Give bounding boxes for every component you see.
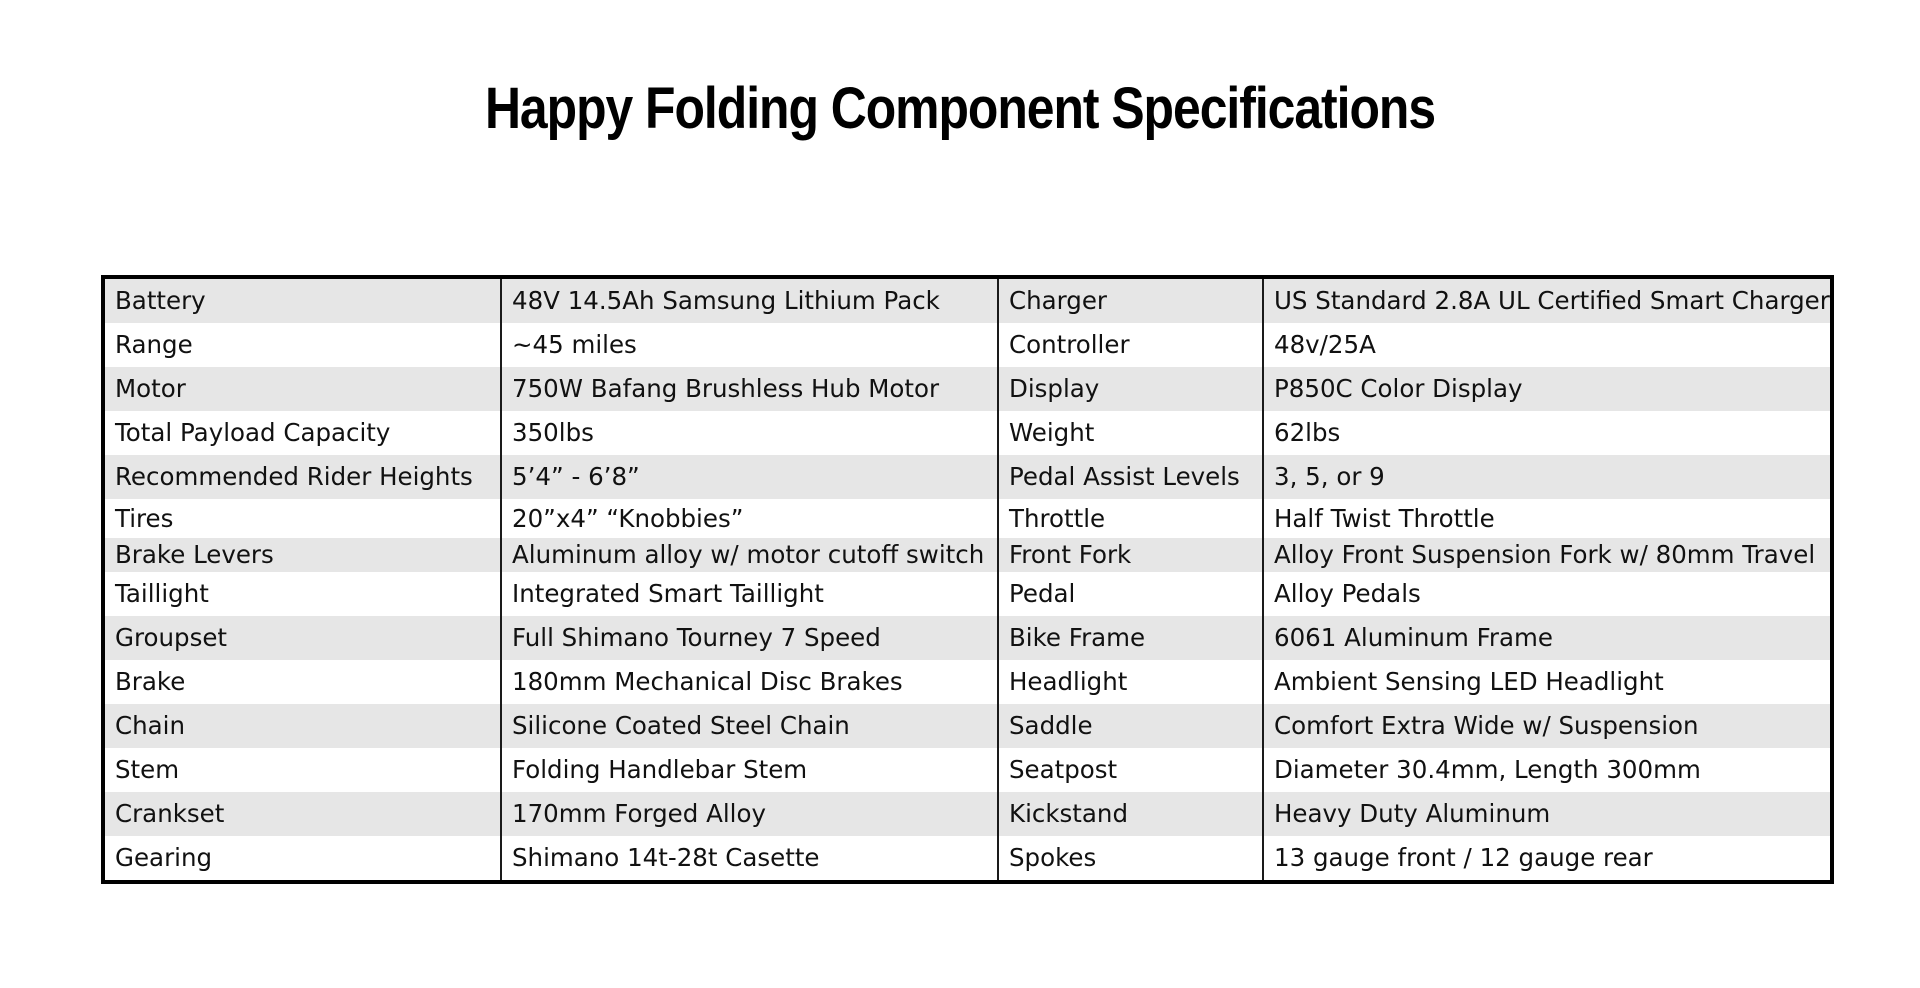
spec-value: 20”x4” “Knobbies” xyxy=(501,499,998,538)
spec-label: Spokes xyxy=(998,836,1263,882)
spec-value: Aluminum alloy w/ motor cutoff switch xyxy=(501,538,998,572)
spec-label: Brake xyxy=(115,667,186,696)
spec-label: Groupset xyxy=(103,616,501,660)
table-row xyxy=(103,572,1832,616)
spec-label: Weight xyxy=(998,411,1263,455)
table-row xyxy=(103,704,1832,748)
spec-label: Charger xyxy=(998,277,1263,323)
spec-label: Brake Levers xyxy=(103,538,501,572)
spec-label: Throttle xyxy=(998,499,1263,538)
table-row xyxy=(103,323,1832,367)
spec-value: 170mm Forged Alloy xyxy=(501,792,998,836)
table-row xyxy=(103,616,1832,660)
table-row xyxy=(103,538,1832,572)
spec-label: Crankset xyxy=(103,792,501,836)
spec-value: Full Shimano Tourney 7 Speed xyxy=(501,616,998,660)
spec-value: Integrated Smart Taillight xyxy=(501,572,998,616)
spec-label: Front Fork xyxy=(998,538,1263,572)
spec-value: 62lbs xyxy=(1263,411,1832,455)
spec-value: Ambient Sensing LED Headlight xyxy=(1263,660,1832,704)
table-row xyxy=(103,792,1832,836)
spec-label: Gearing xyxy=(115,843,213,872)
spec-label: Total Payload Capacity xyxy=(115,418,391,447)
spec-value: Shimano 14t-28t Casette xyxy=(501,836,998,882)
table-row xyxy=(103,748,1832,792)
spec-value: Comfort Extra Wide w/ Suspension xyxy=(1263,704,1832,748)
table-row xyxy=(103,499,1832,538)
spec-label: Pedal xyxy=(998,572,1263,616)
page-title: Happy Folding Component Specifications xyxy=(484,76,1436,141)
spec-value: Half Twist Throttle xyxy=(1263,499,1832,538)
spec-label: Taillight xyxy=(115,579,209,608)
spec-value: ~45 miles xyxy=(501,323,998,367)
table-row xyxy=(103,455,1832,499)
spec-label: Display xyxy=(998,367,1263,411)
spec-label: Saddle xyxy=(998,704,1263,748)
spec-value: P850C Color Display xyxy=(1263,367,1832,411)
spec-label: Kickstand xyxy=(998,792,1263,836)
table-row xyxy=(103,277,1832,323)
spec-value: 5’4” - 6’8” xyxy=(501,455,998,499)
spec-label: Controller xyxy=(998,323,1263,367)
table-row xyxy=(103,411,1832,455)
spec-value: Folding Handlebar Stem xyxy=(501,748,998,792)
spec-value: 3, 5, or 9 xyxy=(1263,455,1832,499)
spec-value: 180mm Mechanical Disc Brakes xyxy=(501,660,998,704)
spec-label: Motor xyxy=(103,367,501,411)
spec-value: Diameter 30.4mm, Length 300mm xyxy=(1263,748,1832,792)
spec-label: Seatpost xyxy=(998,748,1263,792)
spec-value: Heavy Duty Aluminum xyxy=(1263,792,1832,836)
table-row xyxy=(103,660,1832,704)
table-row xyxy=(103,367,1832,411)
spec-value: 48v/25A xyxy=(1263,323,1832,367)
spec-value: Alloy Pedals xyxy=(1263,572,1832,616)
spec-label: Tires xyxy=(115,504,174,533)
spec-value: US Standard 2.8A UL Certified Smart Charger xyxy=(1263,277,1832,323)
spec-value: 48V 14.5Ah Samsung Lithium Pack xyxy=(501,277,998,323)
spec-label: Chain xyxy=(103,704,501,748)
spec-label: Range xyxy=(115,330,193,359)
spec-value: 13 gauge front / 12 gauge rear xyxy=(1263,836,1832,882)
spec-label: Headlight xyxy=(998,660,1263,704)
spec-value: 350lbs xyxy=(501,411,998,455)
spec-value: Alloy Front Suspension Fork w/ 80mm Travel xyxy=(1263,538,1832,572)
spec-label: Battery xyxy=(103,277,501,323)
spec-value: 6061 Aluminum Frame xyxy=(1263,616,1832,660)
spec-value: 750W Bafang Brushless Hub Motor xyxy=(501,367,998,411)
spec-label: Pedal Assist Levels xyxy=(998,455,1263,499)
spec-table xyxy=(101,275,1834,884)
table-row xyxy=(103,836,1832,882)
spec-label: Stem xyxy=(115,755,180,784)
spec-label: Recommended Rider Heights xyxy=(103,455,501,499)
spec-label: Bike Frame xyxy=(998,616,1263,660)
spec-value: Silicone Coated Steel Chain xyxy=(501,704,998,748)
